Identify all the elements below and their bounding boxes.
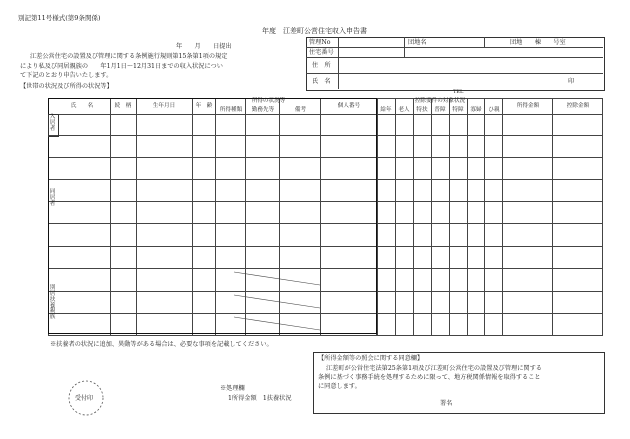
danchi-name-label: 団地名 xyxy=(408,39,427,46)
consent-title: 【所得金額等の照会に関する同意欄】 xyxy=(318,355,424,362)
consent-signature: 署名 xyxy=(440,400,453,407)
header-deduction-amount: 控除金額 xyxy=(566,103,590,109)
header-deduction-col: 老人 xyxy=(398,107,410,113)
mgmt-no-label: 管理No xyxy=(309,39,331,46)
intro-line-3: て下記のとおり申告いたします。 xyxy=(20,72,113,79)
header-name: 氏 名 xyxy=(70,103,94,109)
intro-line-1: 江差公営住宅の設置及び管理に関する条例施行規則第15条第1項の規定 xyxy=(30,53,228,60)
header-deduction-group: 控除要件の対象状況 xyxy=(414,98,466,104)
header-deduction-col: 寡婦 xyxy=(470,107,482,113)
header-deduction-col: 特障 xyxy=(452,107,464,113)
header-deduction-col: 普障 xyxy=(434,107,446,113)
header-relation: 続 柄 xyxy=(114,103,132,109)
form-title: 年度 江差町公営住宅収入申告書 xyxy=(262,27,367,35)
processing-title: ※処理欄 xyxy=(220,385,245,392)
group-cohabitant: 同居者 xyxy=(49,189,56,207)
consent-line-2: 条例に基づく事務手続を処理するために限って、地方税関係情報を取得すること xyxy=(318,374,541,381)
header-income-type: 所得種類 xyxy=(219,107,243,113)
consent-line-1: 江差町が公営住宅法第25条第1項及び江差町公営住宅の設置及び管理に関する xyxy=(326,365,542,372)
header-age: 年 齢 xyxy=(195,103,213,109)
header-income-group: 所得の状況等 xyxy=(251,98,286,104)
header-deduction-col: 特扶 xyxy=(416,107,428,113)
processing-items: 1所得金額 1扶養状況 xyxy=(228,395,292,402)
header-deduction-col: ひ親 xyxy=(488,107,500,113)
address-label: 住 所 xyxy=(312,62,331,69)
header-remarks: 備考 xyxy=(294,107,307,113)
group-resident: 入居者 xyxy=(49,114,56,132)
name-label: 氏 名 xyxy=(312,78,331,85)
section-note: 【世帯の状況及び所得の状況等】 xyxy=(20,83,113,90)
header-birth: 生年月日 xyxy=(152,103,176,109)
intro-line-2: により私及び同居親族の 年1月1日～12月31日までの収入状況につい xyxy=(20,63,223,70)
header-deduction-col: 給年 xyxy=(380,107,392,113)
danchi-room-label: 団地 棟 号室 xyxy=(510,39,566,46)
submit-date: 年 月 日提出 xyxy=(176,43,232,50)
consent-line-3: に同意します。 xyxy=(318,383,361,390)
house-no-label: 住宅番号 xyxy=(309,49,334,56)
header-workplace: 勤務先等 xyxy=(251,107,275,113)
header-id-no: 個人番号 xyxy=(337,103,361,109)
header-income-amount: 所得金額 xyxy=(516,103,540,109)
tel-label: TEL xyxy=(453,89,464,95)
form-id: 別記第11号様式(第9条関係) xyxy=(18,14,101,22)
footnote: ※扶養者の状況に追加、異動等がある場合は、必要な事項を記載してください。 xyxy=(50,341,273,348)
stamp-label: 受付印 xyxy=(75,395,94,402)
group-separate: 別居扶養親族 xyxy=(49,285,56,321)
seal-label: 印 xyxy=(568,78,575,85)
